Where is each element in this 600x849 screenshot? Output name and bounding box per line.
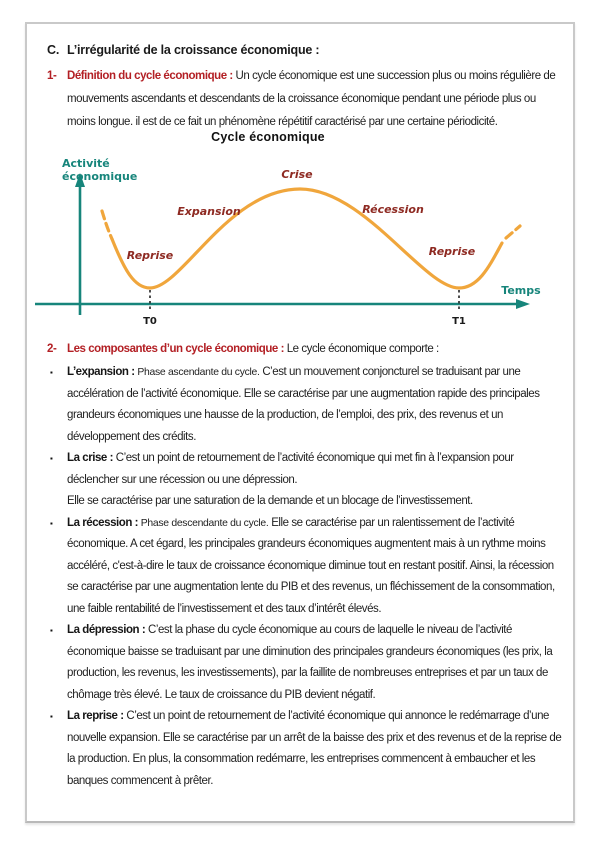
- cycle-curve-end-dashed: [506, 226, 520, 238]
- phase-label-recession: Récession: [362, 203, 424, 216]
- cycle-curve-start-dashed: [102, 211, 112, 239]
- term-label: L’expansion :: [67, 366, 135, 378]
- chart-title: Cycle économique: [211, 130, 325, 144]
- term-description: C’est un mouvement conjoncturel se traduisant par une accélération de l’activité économique. Elle se caractérise par une augmentation rapide des principales grandeurs économiques une hausse de la production, de l’emploi, des prix, des revenus et un développement des crédits.: [67, 366, 540, 443]
- term-description: C’est un point de retournement de l’activité économique qui annonce le redémarrage d’une nouvelle expansion. Elle se caractérise par un arrêt de la baisse des prix et des revenus et de la reprise de la production. En plus, la consommation redémarre, les entreprises commencent à embaucher et les banques commencent à prêter.: [67, 710, 562, 787]
- term-label: La récession :: [67, 516, 139, 529]
- list-item-expansion: [47, 362, 563, 448]
- section-letter: C.: [47, 43, 60, 57]
- term-note: Phase ascendante du cycle.: [137, 367, 260, 378]
- bullet-icon: ▪: [50, 712, 53, 721]
- components-intro: Le cycle économique comporte :: [286, 343, 439, 355]
- components-heading: [47, 339, 563, 359]
- list-item-reprise: [47, 706, 563, 792]
- list-item-body: [67, 706, 563, 792]
- term-label: La reprise :: [67, 710, 124, 722]
- phase-label-reprise-right: Reprise: [428, 245, 476, 258]
- list-item-body: [67, 620, 563, 706]
- phase-label-reprise-left: Reprise: [126, 249, 174, 262]
- components-title: Les composantes d’un cycle économique :: [67, 343, 284, 355]
- list-item-body: [67, 448, 563, 513]
- section-heading: [47, 41, 563, 59]
- term-description: Elle se caractérise par un ralentissement de l’activité économique. A cet égard, les principales grandeurs économiques augmentent mais à un rythme moins accéléré, c'est-à-dire le taux de croissance économique diminue tout en restant positif. Ainsi, la récession se caractérise par une augmentation lente du PIB et des revenus, un fléchissement de la consommation, une faible rentabilité de l’investissement et des taux d’intérêt élevés.: [67, 516, 555, 615]
- definition-number: 1-: [47, 70, 57, 82]
- list-item-depression: [47, 620, 563, 706]
- list-item-recession: [47, 513, 563, 621]
- list-item-body: [67, 362, 563, 448]
- cycle-curve: [112, 189, 502, 288]
- term-note: Phase descendante du cycle.: [140, 517, 269, 529]
- cycle-chart: [32, 145, 542, 337]
- components-number: 2-: [47, 343, 57, 355]
- y-axis-label-line2: économique: [62, 170, 138, 183]
- document-page: [25, 22, 575, 823]
- bullet-icon: ▪: [50, 454, 53, 463]
- bullet-icon: ▪: [50, 368, 53, 377]
- tick-label-t1: T1: [452, 316, 466, 327]
- bullet-icon: ▪: [50, 518, 53, 528]
- tick-label-t0: T0: [143, 316, 157, 327]
- phase-label-crise: Crise: [281, 168, 313, 181]
- definition-paragraph: [47, 65, 563, 134]
- term-description: C’est un point de retournement de l’activité économique qui met fin à l’expansion pour déclencher sur une récession ou une dépression.: [67, 452, 514, 486]
- definition-body: Un cycle économique est une succession plus ou moins régulière de mouvements ascendants et descendants de la croissance économique pendant une période plus ou moins longue. il est de ce fait un phénomène répétitif caractérisé par une certaine périodicité.: [67, 70, 556, 128]
- components-list: [47, 362, 563, 792]
- term-label: La dépression :: [67, 624, 146, 636]
- bullet-icon: ▪: [50, 626, 53, 635]
- section-heading-text: L’irrégularité de la croissance économique :: [67, 43, 320, 57]
- list-item-body: [67, 513, 563, 621]
- list-item-crise: [47, 448, 563, 513]
- phase-label-expansion: Expansion: [177, 205, 241, 218]
- x-axis-label: Temps: [501, 284, 541, 297]
- term-description-extra: Elle se caractérise par une saturation de la demande et un blocage de l’investissement.: [67, 495, 473, 507]
- definition-title: Définition du cycle économique :: [67, 70, 233, 82]
- term-description: C’est la phase du cycle économique au cours de laquelle le niveau de l’activité économique baisse se traduisant par une diminution des principales grandeurs économiques (les prix, la production, les revenus, les investissements), par la faillite de nombreuses entreprises et par un taux de chômage très élevé. Le taux de croissance du PIB devient négatif.: [67, 624, 553, 701]
- x-axis-arrow-icon: [516, 299, 530, 309]
- term-label: La crise :: [67, 452, 113, 464]
- y-axis-label-line1: Activité: [62, 157, 110, 170]
